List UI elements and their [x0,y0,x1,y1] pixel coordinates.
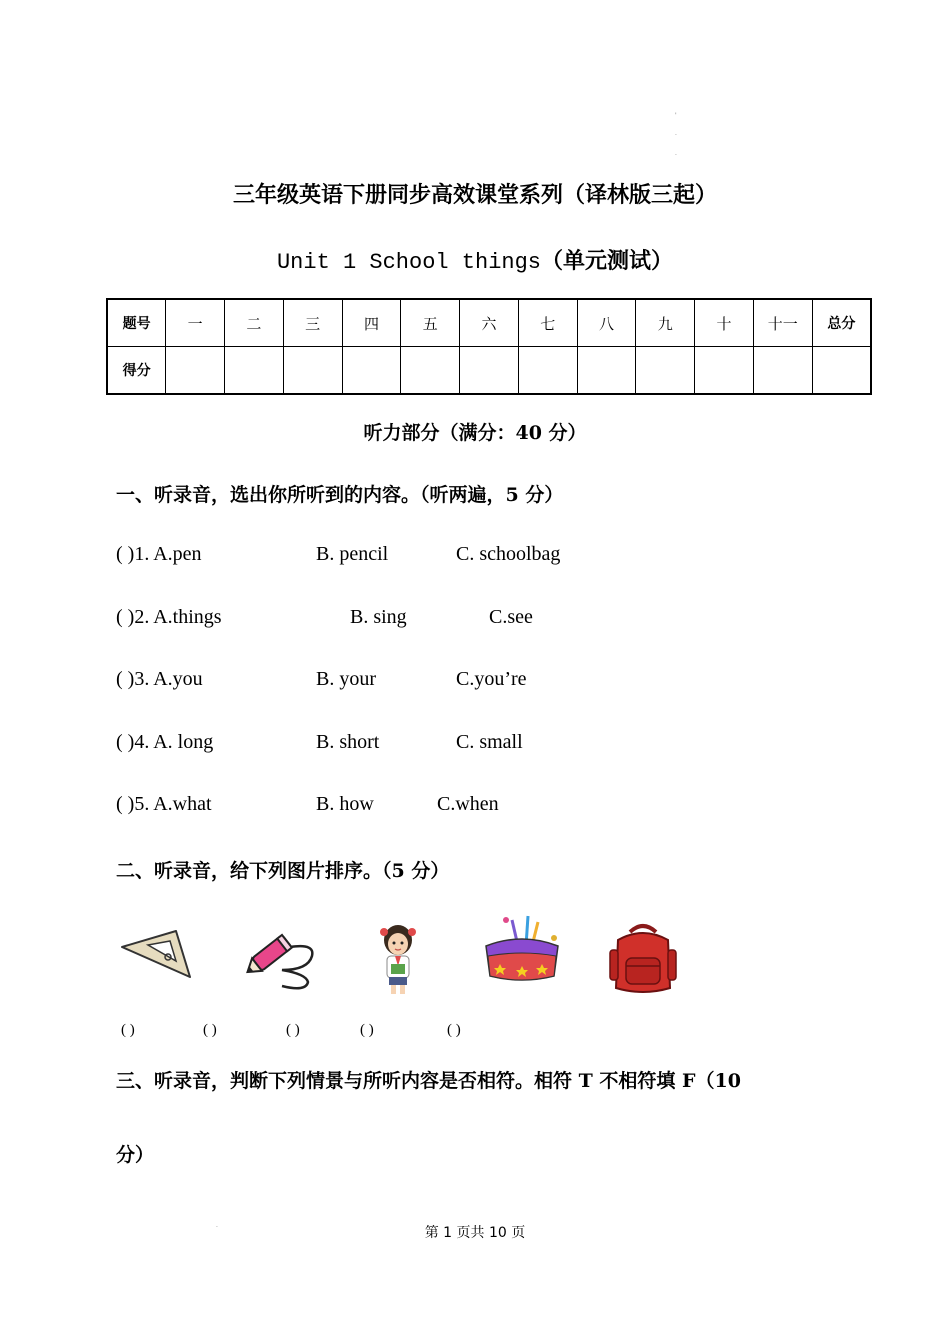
score-cell: 八 [577,299,636,347]
score-cell: 二 [225,299,284,347]
score-table-score-row [107,347,871,395]
page-title: 三年级英语下册同步高效课堂系列（译林版三起） [232,182,717,208]
decorative-mark: ' [675,112,677,119]
listening-header: 听力部分（满分：40 分） [363,422,587,444]
score-cell: 十一 [753,299,812,347]
score-cell: 五 [401,299,460,347]
page-footer: 第 1 页共 10 页 [424,1225,526,1241]
order-blank[interactable]: ( ) [203,1022,217,1038]
score-cell: 十 [695,299,754,347]
ruler-icon [118,925,194,985]
score-input-cell[interactable] [460,347,519,395]
pencil-icon [246,930,318,992]
section2-heading: 二、听录音，给下列图片排序。（5 分） [116,860,450,882]
score-cell: 一 [166,299,225,347]
decorative-mark: . [216,1222,218,1229]
subtitle-english: Unit 1 School things [276,250,542,275]
option-b: B. pencil [316,543,389,565]
option-b: B. your [316,668,376,690]
order-blank[interactable]: ( ) [286,1022,300,1038]
score-cell: 三 [283,299,342,347]
score-input-cell[interactable] [812,347,871,395]
question-stem: ( )4. A. long [116,731,214,753]
decorative-mark: . [675,130,677,137]
schoolbag-icon [608,920,678,996]
question-stem: ( )3. A.you [116,668,203,690]
score-cell: 七 [518,299,577,347]
page-subtitle [0,244,950,275]
score-input-cell[interactable] [518,347,577,395]
option-c: C. schoolbag [456,543,561,565]
score-input-cell[interactable] [695,347,754,395]
subtitle-chinese: （单元测试） [541,249,674,274]
score-input-cell[interactable] [225,347,284,395]
score-row-label: 得分 [107,347,166,395]
question-stem: ( )5. A.what [116,793,212,815]
question-stem: ( )2. A.things [116,606,222,628]
question-stem: ( )1. A.pen [116,543,202,565]
score-cell: 四 [342,299,401,347]
option-c: C.when [437,793,499,815]
option-b: B. sing [350,606,407,628]
score-cell: 题号 [107,299,166,347]
score-table-header-row [107,299,871,347]
option-c: C.you’re [456,668,527,690]
score-input-cell[interactable] [401,347,460,395]
section1-heading: 一、听录音，选出你所听到的内容。（听两遍，5 分） [116,484,564,506]
option-c: C. small [456,731,523,753]
score-input-cell[interactable] [166,347,225,395]
score-input-cell[interactable] [342,347,401,395]
score-input-cell[interactable] [636,347,695,395]
order-blank[interactable]: ( ) [447,1022,461,1038]
girl-icon [373,922,423,996]
score-cell: 总分 [812,299,871,347]
option-b: B. short [316,731,380,753]
score-input-cell[interactable] [753,347,812,395]
pencil-case-icon [482,912,564,982]
score-cell: 九 [636,299,695,347]
score-table [106,298,872,395]
decorative-mark: . [675,150,677,157]
score-cell: 六 [460,299,519,347]
order-blank[interactable]: ( ) [360,1022,374,1038]
option-c: C.see [489,606,533,628]
score-input-cell[interactable] [283,347,342,395]
order-blank[interactable]: ( ) [121,1022,135,1038]
section3-heading-continued: 分） [116,1144,155,1166]
option-b: B. how [316,793,374,815]
score-input-cell[interactable] [577,347,636,395]
section3-heading: 三、听录音，判断下列情景与所听内容是否相符。相符 T 不相符填 F（10 [116,1070,741,1092]
